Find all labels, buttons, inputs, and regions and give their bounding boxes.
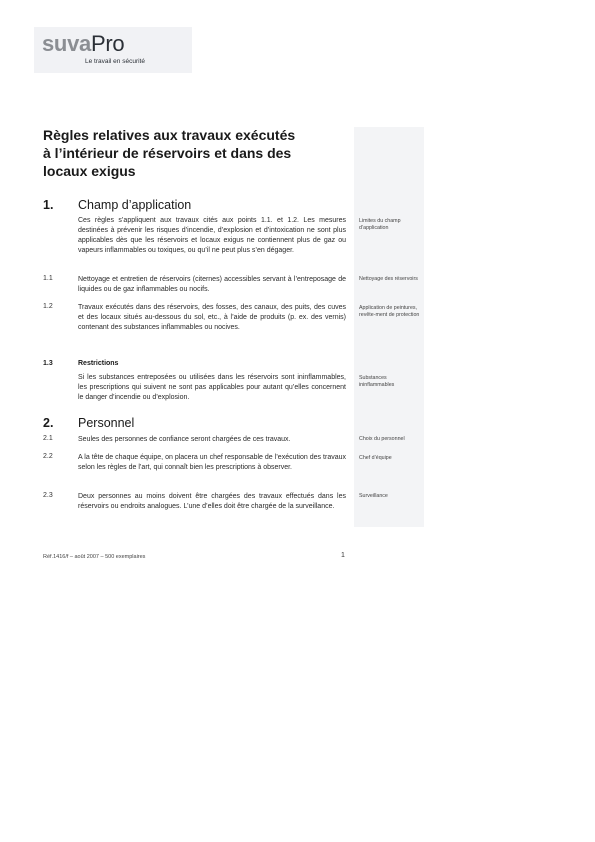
item-subheading: Restrictions: [78, 360, 119, 367]
margin-note: Surveillance: [359, 493, 388, 499]
margin-note: Nettoyage des réservoirs: [359, 276, 418, 282]
section-1-intro: Ces règles s’appliquent aux travaux cités aux points 1.1. et 1.2. Les mesures destinées à prévenir les risques d’incendie, d’explosion et d’intoxication ne sont plus applicables dès que les réservoirs et locaux exigus ne contiennent plus de gaz ou vapeurs inflammables ou toxiques, ou qu’il ne peut plus s’en dégager.: [78, 217, 346, 254]
margin-note: Application de peintures, revête-ment de protection: [359, 305, 420, 318]
item-number: 2.2: [43, 453, 53, 460]
margin-note: Chef d’équipe: [359, 455, 392, 461]
logo-tagline: Le travail en sécurité: [85, 58, 145, 65]
page-title: [43, 126, 343, 180]
title-line: Règles relatives aux travaux exécutés: [43, 127, 296, 143]
margin-note: Substances ininflammables: [359, 375, 395, 388]
section-title: Personnel: [78, 416, 135, 430]
item-text: Travaux exécutés dans des réservoirs, des fosses, des canaux, des puits, des cuves et des locaux situés au-dessous du sol, etc., à l’aide de produits (p. ex. des vernis) contenant des substances inflammables ou nocives.: [78, 304, 346, 331]
section-number: 1.: [43, 198, 54, 212]
section-title: Champ d’application: [78, 198, 192, 212]
title-line: locaux exigus: [43, 163, 136, 179]
margin-column: [354, 127, 424, 527]
item-text: Si les substances entreposées ou utilisées dans les réservoirs sont ininflammables, les prescriptions qui suivent ne sont pas applicables pour autant qu’elles concernent le danger d’incendie ou d’explosion.: [78, 374, 346, 401]
item-number: 2.1: [43, 435, 53, 442]
margin-note: Limites du champ d’application: [359, 218, 401, 231]
item-number: 1.1: [43, 275, 53, 282]
title-line: à l’intérieur de réservoirs et dans des: [43, 145, 292, 161]
item-text: A la tête de chaque équipe, on placera un chef responsable de l’exécution des travaux selon les règles de l’art, qui connaît bien les prescriptions à observer.: [78, 454, 346, 471]
margin-note: Choix du personnel: [359, 436, 405, 442]
section-number: 2.: [43, 416, 54, 430]
page-number: 1: [341, 552, 345, 559]
item-number: 1.2: [43, 303, 53, 310]
suvapro-logo: [42, 33, 124, 55]
logo-pro-text: Pro: [90, 31, 125, 56]
item-text: Nettoyage et entretien de réservoirs (citernes) accessibles servant à l’entreposage de liquides ou de gaz inflammables ou nocifs.: [78, 276, 346, 293]
item-text: Deux personnes au moins doivent être chargées des travaux effectués dans les réservoirs ou endroits analogues. L’une d’elles doit être chargée de la surveillance.: [78, 493, 346, 510]
item-number: 1.3: [43, 360, 53, 367]
logo-suva-text: suva: [42, 31, 91, 56]
item-number: 2.3: [43, 492, 53, 499]
item-text: Seules des personnes de confiance seront chargées de ces travaux.: [78, 436, 291, 443]
footer-reference: Réf.1416/f – août 2007 – 500 exemplaires: [43, 554, 146, 560]
